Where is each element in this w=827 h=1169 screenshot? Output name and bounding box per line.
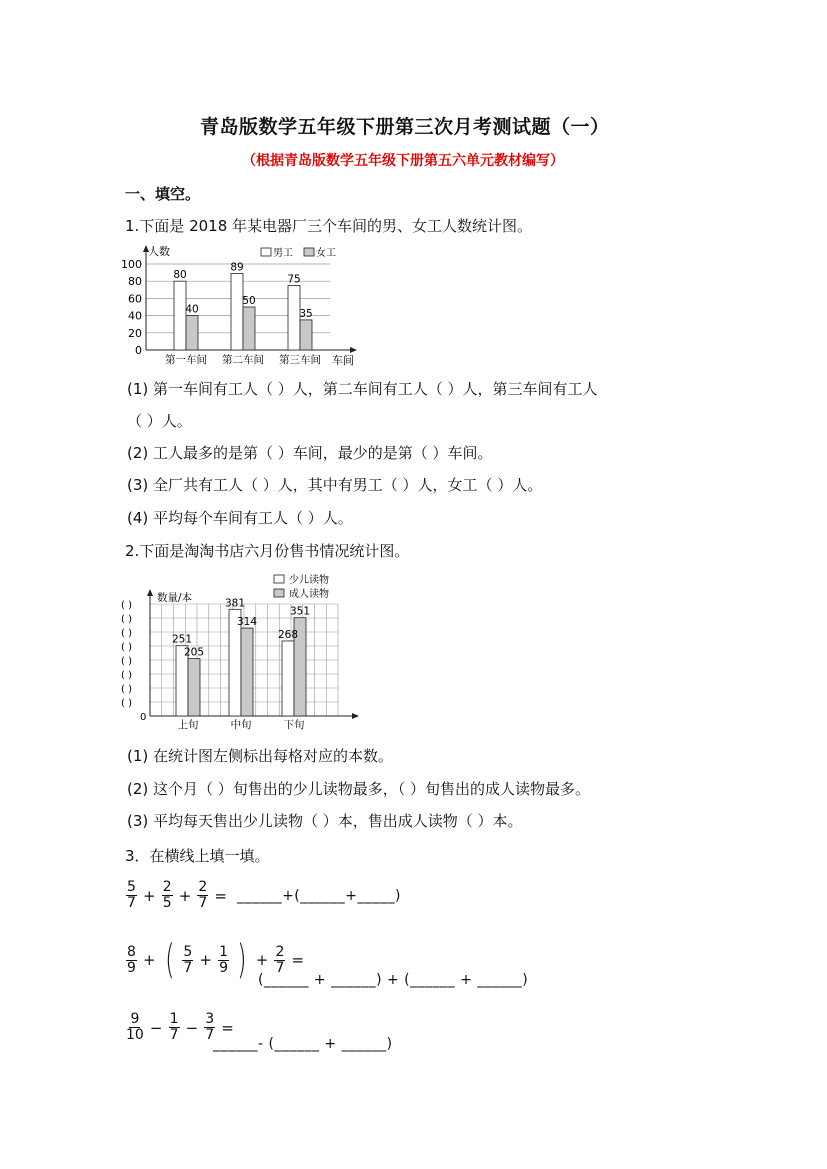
- chart2-category-label: 下旬: [283, 719, 305, 731]
- chart1-bar: [243, 307, 255, 350]
- chart1-data-label: 35: [299, 307, 313, 320]
- chart2-legend-adult: 成人读物: [289, 589, 329, 600]
- chart1-data-label: 50: [242, 295, 256, 307]
- chart1-ytick-label: 100: [121, 258, 142, 271]
- chart1-legend-female: 女工: [316, 248, 336, 259]
- question-3-text: 3．在横线上填一填。: [125, 847, 270, 865]
- q1-item-1-cont: （ ）人。: [127, 412, 192, 430]
- chart2-blank-tick: ( ): [121, 600, 132, 611]
- chart2-bar: [188, 659, 200, 716]
- q1-item-3: (3) 全厂共有工人（ ）人，其中有男工（ ）人，女工（ ）人。: [127, 476, 543, 494]
- chart1-category-label: 第二车间: [222, 354, 264, 366]
- chart2-category-label: 上旬: [177, 719, 199, 731]
- chart2-x-arrow: [352, 713, 359, 719]
- q2-item-1: (1) 在统计图左侧标出每格对应的本数。: [127, 747, 394, 765]
- q1-item-2: (2) 工人最多的是第（ ）车间，最少的是第（ ）车间。: [127, 444, 493, 462]
- chart2-data-label: 351: [289, 605, 311, 618]
- q2-item-3: (3) 平均每天售出少儿读物（ ）本，售出成人读物（ ）本。: [127, 812, 523, 830]
- chart1-ytick-label: 60: [128, 292, 142, 306]
- chart2-data-label: 268: [277, 628, 299, 641]
- chart1-category-label: 第三车间: [279, 354, 321, 366]
- e1-frac-b: $\frac{2}{5}$: [162, 879, 172, 911]
- chart2-bar: [241, 628, 253, 716]
- chart1-ytick-label: 20: [128, 326, 142, 340]
- chart1-bar: [288, 286, 300, 351]
- q2-item-2: (2) 这个月（ ）旬售出的少儿读物最多，（ ）旬售出的成人读物最多。: [127, 780, 591, 798]
- chart2-blank-tick: ( ): [121, 684, 132, 695]
- chart1-data-label: 80: [173, 269, 187, 282]
- chart2-data-label: 205: [183, 646, 205, 659]
- chart1-xlabel: 车间: [332, 354, 354, 367]
- e3-frac-a: $\frac{9}{10}$: [126, 1011, 144, 1043]
- chart2-legend-kids-swatch: [274, 575, 284, 583]
- chart1-x-arrow: [350, 347, 357, 353]
- chart2-blank-tick-labels: [121, 600, 132, 709]
- chart1-ytick-label: 80: [128, 275, 142, 289]
- chart1-bar: [174, 281, 186, 350]
- chart1-legend-female-swatch: [304, 248, 314, 256]
- chart-workshop-workers: [120, 240, 370, 368]
- q1-item-1: (1) 第一车间有工人（ ）人，第二车间有工人（ ）人，第三车间有工人: [127, 380, 598, 398]
- e1-frac-a: $\frac{5}{7}$: [127, 879, 136, 911]
- e2-rhs-blanks: (______ + ______) + (______ + ______): [258, 972, 529, 988]
- chart2-legend-adult-swatch: [274, 589, 284, 597]
- chart1-legend-male: 男工: [273, 248, 293, 259]
- q1-item-4: (4) 平均每个车间有工人（ ）人。: [127, 509, 353, 527]
- question-2-text: 2.下面是淘淘书店六月份售书情况统计图。: [125, 542, 410, 560]
- e2-frac-d: $\frac{2}{7}$: [275, 943, 285, 976]
- chart1-bar: [231, 273, 243, 350]
- chart2-blank-tick: ( ): [121, 614, 132, 625]
- chart2-blank-tick: ( ): [121, 656, 132, 667]
- chart2-data-label: 381: [224, 597, 246, 610]
- chart1-ytick-label: 40: [128, 309, 142, 323]
- chart2-blank-tick: ( ): [121, 628, 132, 639]
- page-subtitle: （根据青岛版数学五年级下册第五六单元教材编写）: [242, 153, 564, 169]
- chart2-ylabel: 数量/本: [157, 592, 193, 604]
- chart2-y-arrow: [147, 589, 153, 596]
- chart1-bar: [186, 316, 198, 350]
- e2-frac-a: $\frac{8}{9}$: [127, 943, 136, 976]
- e2-frac-c: $\frac{1}{9}$: [219, 943, 228, 976]
- chart2-blank-tick: ( ): [121, 642, 132, 653]
- chart2-bar: [282, 641, 294, 716]
- chart2-data-label: 251: [171, 633, 193, 646]
- chart1-ylabel: 人数: [148, 245, 170, 258]
- chart1-legend-male-swatch: [261, 248, 271, 256]
- e3-frac-b: $\frac{1}{7}$: [169, 1011, 179, 1043]
- chart2-zero: 0: [140, 712, 147, 723]
- chart1-data-label: 89: [230, 261, 244, 274]
- chart2-category-label: 中旬: [230, 719, 252, 731]
- e3-rhs-blanks: ______- (______ + ______): [213, 1036, 393, 1052]
- expression-3: $\frac{9}{10}$ − $\frac{1}{7}$ − $\frac{3}{7}$ =: [126, 1011, 234, 1043]
- page-title: 青岛版数学五年级下册第三次月考测试题（一）: [200, 116, 610, 138]
- chart1-data-label: 40: [185, 303, 199, 316]
- chart2-blank-tick: ( ): [121, 698, 132, 709]
- expression-2: $\frac{8}{9}$ + ( $\frac{5}{7}$ + $\frac{1}{9}$ ) + $\frac{2}{7}$ =: [127, 937, 305, 983]
- e2-frac-b: $\frac{5}{7}$: [183, 943, 193, 976]
- e1-frac-c: $\frac{2}{7}$: [198, 879, 208, 911]
- e3-frac-c: $\frac{3}{7}$: [205, 1011, 215, 1043]
- chart2-legend-kids: 少儿读物: [289, 575, 329, 586]
- expression-1: $\frac{5}{7}$ + $\frac{2}{5}$ + $\frac{2}{7}$ = ______+(______+_____): [127, 879, 401, 911]
- question-1-text: 1.下面是 2018 年某电器厂三个车间的男、女工人数统计图。: [125, 217, 533, 235]
- chart1-bar: [300, 320, 312, 350]
- e1-rhs-blanks: ______+(______+_____): [237, 888, 401, 904]
- section-heading-fill-blank: 一、填空。: [125, 185, 201, 203]
- chart2-data-label: 314: [236, 616, 258, 629]
- chart2-blank-tick: ( ): [121, 670, 132, 681]
- chart-bookstore-sales: [118, 570, 363, 732]
- chart1-category-label: 第一车间: [165, 354, 207, 366]
- chart1-ytick-label: 0: [135, 344, 142, 357]
- chart1-data-label: 75: [287, 273, 301, 286]
